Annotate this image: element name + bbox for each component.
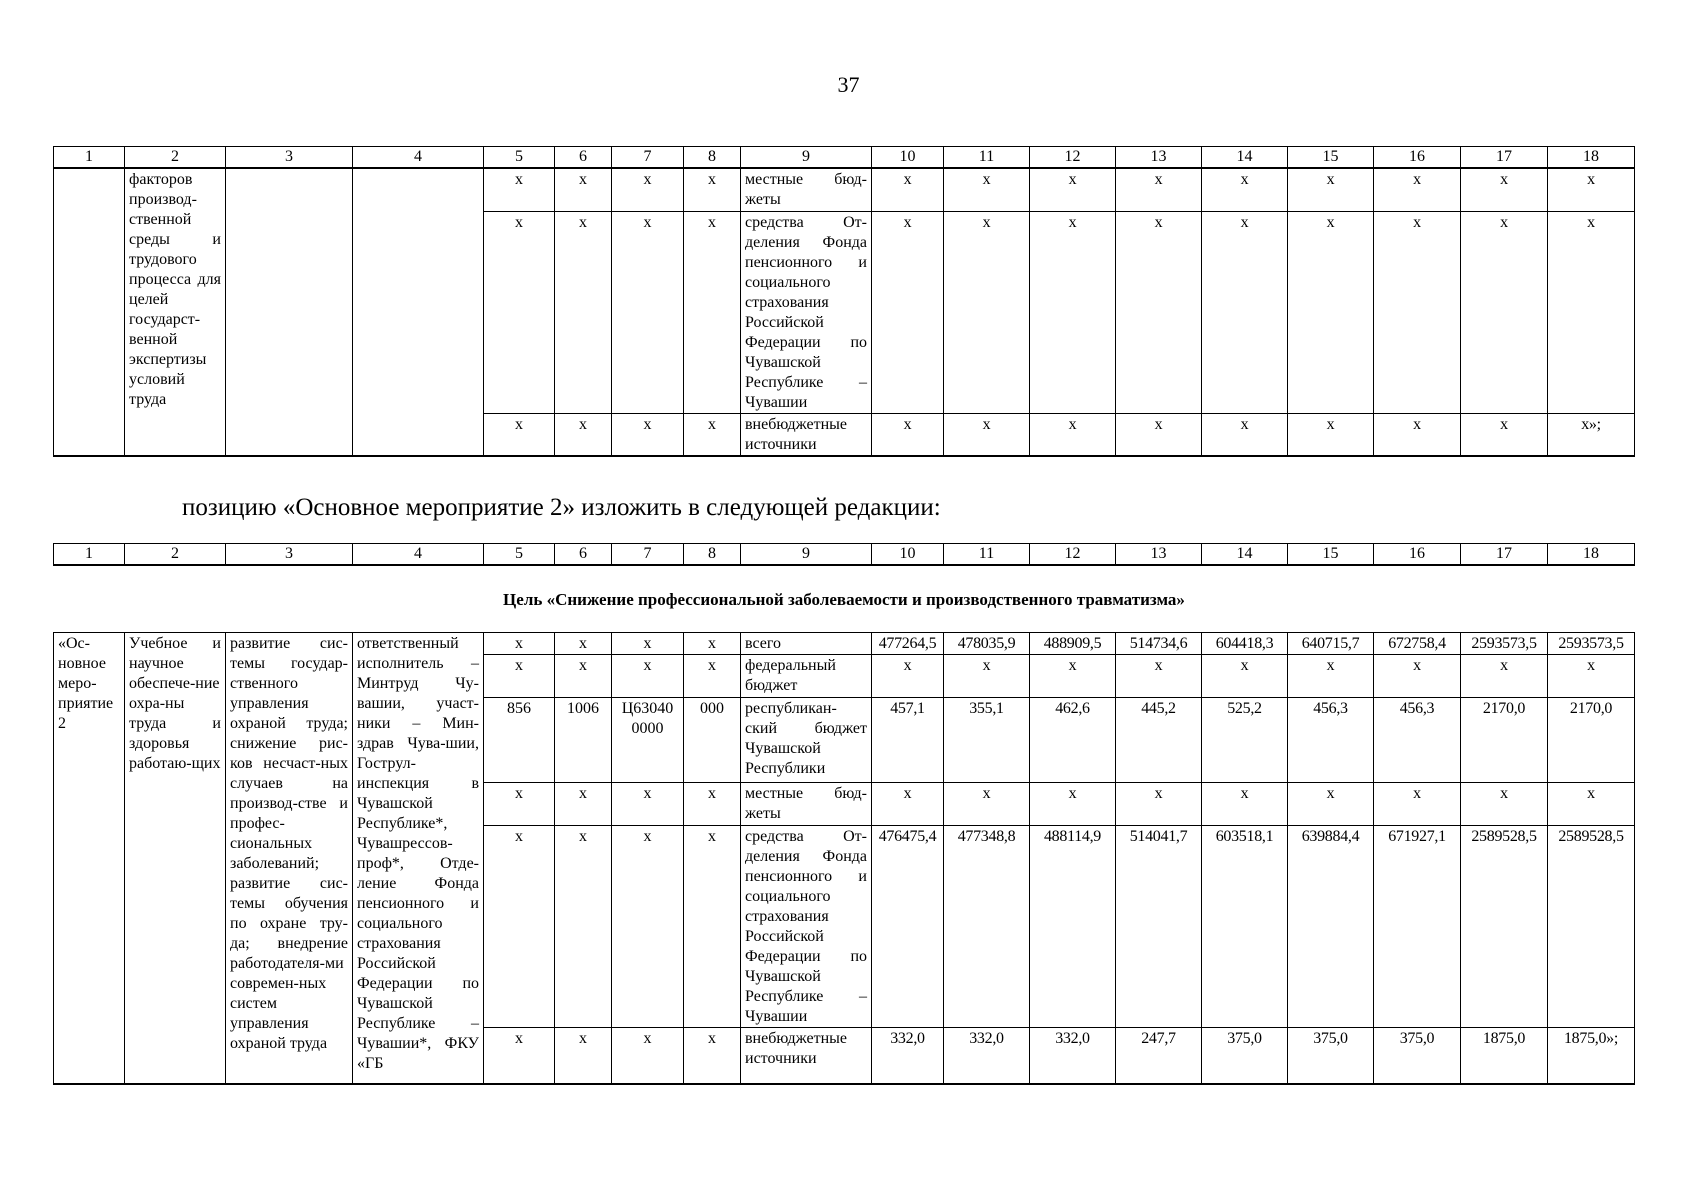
cell-value: 514734,6: [1116, 633, 1202, 655]
cell-vr: x: [684, 633, 741, 655]
cell-value: 247,7: [1116, 1028, 1202, 1084]
cell-executors: ответственный исполнитель – Минтруд Чу-вашии, участ-ники – Мин-здрав Чува-шии, Гострул-инспекция в Чувашской Республике*, Чувашрессов-проф*, Отде-ление Фонда пенсионного и социального страхования Российской Федерации по Чувашской Республике – Чувашии*, ФКУ «ГБ: [353, 633, 484, 1084]
col-number: 13: [1116, 544, 1202, 566]
cell-funding-source: федеральный бюджет: [741, 655, 872, 698]
cell-value: 375,0: [1288, 1028, 1374, 1084]
cell-value: x: [872, 211, 944, 413]
cell-value: x: [1548, 783, 1635, 826]
col-number: 12: [1030, 544, 1116, 566]
col-number: 15: [1288, 544, 1374, 566]
col-number: 3: [226, 147, 353, 169]
cell-value: 477348,8: [944, 826, 1030, 1028]
cell-value: x: [1030, 783, 1116, 826]
cell-value: 332,0: [872, 1028, 944, 1084]
col-number: 9: [741, 147, 872, 169]
cell-funding-source: республикан-ский бюджет Чувашской Республики: [741, 698, 872, 783]
cell-activity-name: Учебное и научное обеспече-ние охра-ны труда и здоровья работаю-щих: [125, 633, 226, 1084]
cell-rzpr: 1006: [555, 698, 612, 783]
cell-value: x: [1374, 655, 1461, 698]
cell-funding-source: внебюджетные источники: [741, 1028, 872, 1084]
cell-value: x: [1288, 783, 1374, 826]
cell-grbs: x: [484, 413, 555, 456]
cell-value: 604418,3: [1202, 633, 1288, 655]
cell-value: x: [1548, 655, 1635, 698]
cell-value: 332,0: [1030, 1028, 1116, 1084]
cell-empty: [226, 168, 353, 456]
cell-activity-goals: развитие сис-темы государ-ственного управления охраной труда; снижение рис-ков несчаст-ных случаев на производ-стве и профес-сиональных заболеваний; развитие сис-темы обучения по охране тру-да; внедрение работодателя-ми современ-ных систем управления охраной труда: [226, 633, 353, 1084]
col-number: 8: [684, 544, 741, 566]
cell-vr: x: [684, 655, 741, 698]
cell-value: 476475,4: [872, 826, 944, 1028]
cell-csr: x: [612, 826, 684, 1028]
cell-value: x: [1030, 655, 1116, 698]
cell-value: 445,2: [1116, 698, 1202, 783]
table-row: [54, 168, 1635, 211]
cell-value: 640715,7: [1288, 633, 1374, 655]
col-number: 17: [1461, 147, 1548, 169]
cell-csr: x: [612, 655, 684, 698]
cell-value: x»;: [1548, 413, 1635, 456]
cell-grbs: x: [484, 826, 555, 1028]
col-number: 1: [54, 544, 125, 566]
cell-funding-source: всего: [741, 633, 872, 655]
cell-value: x: [1461, 413, 1548, 456]
col-number: 15: [1288, 147, 1374, 169]
cell-rzpr: x: [555, 633, 612, 655]
cell-value: 375,0: [1374, 1028, 1461, 1084]
cell-value: 2593573,5: [1461, 633, 1548, 655]
cell-value: 514041,7: [1116, 826, 1202, 1028]
cell-value: 672758,4: [1374, 633, 1461, 655]
cell-funding-source: местные бюд-жеты: [741, 783, 872, 826]
cell-value: x: [1288, 168, 1374, 211]
col-number: 6: [555, 544, 612, 566]
table-row: [54, 633, 1635, 655]
cell-value: x: [1288, 413, 1374, 456]
cell-vr: x: [684, 413, 741, 456]
col-number: 6: [555, 147, 612, 169]
cell-value: x: [1202, 211, 1288, 413]
table-main-activity-2: [53, 543, 1635, 1085]
cell-value: 375,0: [1202, 1028, 1288, 1084]
cell-value: x: [872, 655, 944, 698]
col-number: 12: [1030, 147, 1116, 169]
cell-value: 488909,5: [1030, 633, 1116, 655]
col-number: 18: [1548, 147, 1635, 169]
col-number: 8: [684, 147, 741, 169]
cell-funding-source: внебюджетные источники: [741, 413, 872, 456]
column-number-row: [54, 147, 1635, 169]
cell-value: x: [1461, 783, 1548, 826]
cell-value: x: [944, 783, 1030, 826]
cell-activity-number: «Ос-новное меро-приятие 2: [54, 633, 125, 1084]
cell-value: x: [1548, 168, 1635, 211]
cell-rzpr: x: [555, 168, 612, 211]
cell-value: 355,1: [944, 698, 1030, 783]
col-number: 3: [226, 544, 353, 566]
col-number: 13: [1116, 147, 1202, 169]
page-number: 37: [837, 72, 860, 97]
cell-value: x: [1374, 168, 1461, 211]
goal-row: [54, 565, 1635, 633]
cell-value: 462,6: [1030, 698, 1116, 783]
cell-vr: x: [684, 826, 741, 1028]
col-number: 5: [484, 544, 555, 566]
cell-value: 457,1: [872, 698, 944, 783]
cell-value: 2593573,5: [1548, 633, 1635, 655]
cell-value: x: [944, 655, 1030, 698]
cell-csr: x: [612, 168, 684, 211]
cell-rzpr: x: [555, 1028, 612, 1084]
cell-value: x: [1116, 783, 1202, 826]
col-number: 4: [353, 544, 484, 566]
cell-value: 2170,0: [1461, 698, 1548, 783]
col-number: 7: [612, 147, 684, 169]
cell-value: x: [1030, 413, 1116, 456]
cell-value: x: [1030, 168, 1116, 211]
cell-value: x: [944, 413, 1030, 456]
cell-value: 1875,0: [1461, 1028, 1548, 1084]
cell-value: 2589528,5: [1548, 826, 1635, 1028]
cell-grbs: x: [484, 211, 555, 413]
cell-csr: Ц63040 0000: [612, 698, 684, 783]
col-number: 1: [54, 147, 125, 169]
cell-value: 2170,0: [1548, 698, 1635, 783]
cell-vr: x: [684, 1028, 741, 1084]
col-number: 2: [125, 544, 226, 566]
cell-value: x: [1374, 783, 1461, 826]
instruction-paragraph: позицию «Основное мероприятие 2» изложить в следующей редакции:: [182, 494, 941, 521]
col-number: 2: [125, 147, 226, 169]
cell-grbs: x: [484, 783, 555, 826]
cell-vr: 000: [684, 698, 741, 783]
cell-value: 639884,4: [1288, 826, 1374, 1028]
cell-value: x: [944, 211, 1030, 413]
cell-value: 478035,9: [944, 633, 1030, 655]
col-number: 16: [1374, 544, 1461, 566]
col-number: 14: [1202, 147, 1288, 169]
cell-value: 477264,5: [872, 633, 944, 655]
cell-value: 456,3: [1288, 698, 1374, 783]
col-number: 10: [872, 544, 944, 566]
cell-value: 1875,0»;: [1548, 1028, 1635, 1084]
cell-value: x: [1461, 168, 1548, 211]
col-number: 10: [872, 147, 944, 169]
cell-value: 525,2: [1202, 698, 1288, 783]
cell-value: x: [872, 168, 944, 211]
col-number: 4: [353, 147, 484, 169]
cell-vr: x: [684, 168, 741, 211]
cell-value: x: [872, 413, 944, 456]
cell-value: x: [872, 783, 944, 826]
cell-grbs: 856: [484, 698, 555, 783]
col-number: 16: [1374, 147, 1461, 169]
cell-value: x: [1461, 211, 1548, 413]
cell-rzpr: x: [555, 826, 612, 1028]
cell-rzpr: x: [555, 655, 612, 698]
col-number: 9: [741, 544, 872, 566]
cell-csr: x: [612, 211, 684, 413]
cell-value: 603518,1: [1202, 826, 1288, 1028]
cell-value: x: [1202, 413, 1288, 456]
cell-csr: x: [612, 633, 684, 655]
cell-value: 456,3: [1374, 698, 1461, 783]
cell-csr: x: [612, 1028, 684, 1084]
cell-value: x: [1202, 168, 1288, 211]
cell-value: 488114,9: [1030, 826, 1116, 1028]
cell-grbs: x: [484, 1028, 555, 1084]
cell-empty: [54, 168, 125, 456]
col-number: 18: [1548, 544, 1635, 566]
cell-value: x: [1202, 655, 1288, 698]
cell-value: x: [1288, 211, 1374, 413]
cell-value: x: [1116, 655, 1202, 698]
cell-value: x: [1461, 655, 1548, 698]
cell-vr: x: [684, 211, 741, 413]
cell-rzpr: x: [555, 211, 612, 413]
cell-value: x: [1116, 211, 1202, 413]
cell-rzpr: x: [555, 783, 612, 826]
cell-grbs: x: [484, 655, 555, 698]
cell-value: x: [944, 168, 1030, 211]
cell-value: x: [1374, 211, 1461, 413]
col-number: 17: [1461, 544, 1548, 566]
cell-value: 2589528,5: [1461, 826, 1548, 1028]
cell-funding-source: средства От-деления Фонда пенсионного и социального страхования Российской Федерации по Чувашской Республике – Чувашии: [741, 826, 872, 1028]
cell-value: 671927,1: [1374, 826, 1461, 1028]
cell-value: 332,0: [944, 1028, 1030, 1084]
cell-rzpr: x: [555, 413, 612, 456]
cell-value: x: [1548, 211, 1635, 413]
cell-csr: x: [612, 783, 684, 826]
col-number: 11: [944, 147, 1030, 169]
cell-value: x: [1030, 211, 1116, 413]
cell-grbs: x: [484, 633, 555, 655]
cell-vr: x: [684, 783, 741, 826]
column-number-row: [54, 544, 1635, 566]
cell-csr: x: [612, 413, 684, 456]
cell-value: x: [1116, 168, 1202, 211]
cell-funding-source: средства От-деления Фонда пенсионного и социального страхования Российской Федерации по Чувашской Республике – Чувашии: [741, 211, 872, 413]
col-number: 5: [484, 147, 555, 169]
goal-heading: Цель «Снижение профессиональной заболеваемости и производственного травматизма»: [54, 565, 1635, 633]
col-number: 7: [612, 544, 684, 566]
table-continuation: [53, 146, 1635, 457]
cell-value: x: [1288, 655, 1374, 698]
cell-funding-source: местные бюд-жеты: [741, 168, 872, 211]
cell-value: x: [1116, 413, 1202, 456]
cell-grbs: x: [484, 168, 555, 211]
cell-activity-name: факторов производ-ственной среды и трудового процесса для целей государст-венной экспертизы условий труда: [125, 168, 226, 456]
cell-empty: [353, 168, 484, 456]
col-number: 11: [944, 544, 1030, 566]
cell-value: x: [1202, 783, 1288, 826]
cell-value: x: [1374, 413, 1461, 456]
col-number: 14: [1202, 544, 1288, 566]
